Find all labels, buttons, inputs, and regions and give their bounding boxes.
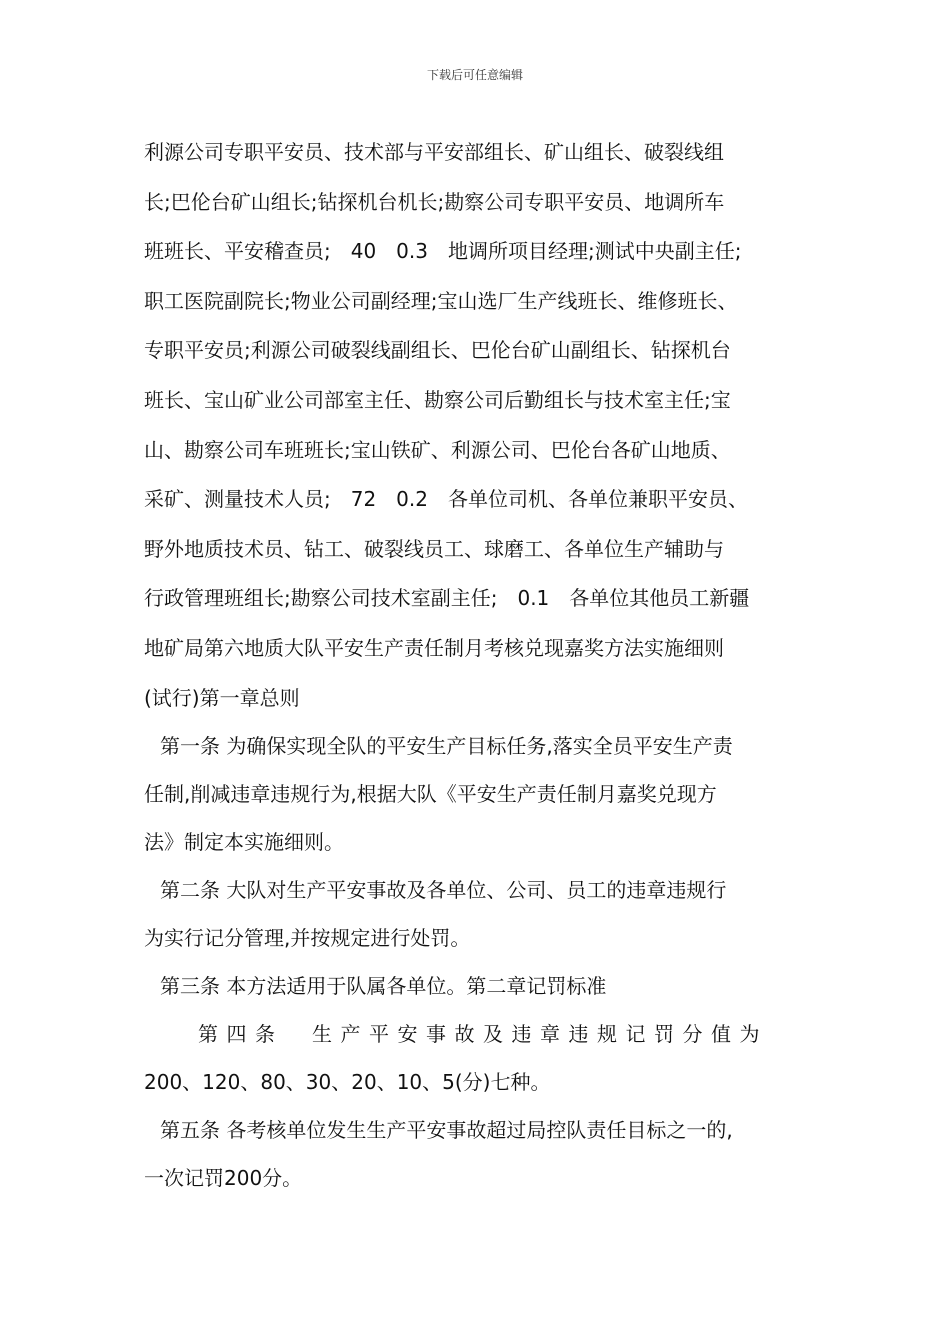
text-line: 地矿局第六地质大队平安生产责任制月考核兑现嘉奖方法实施细则 (144, 635, 724, 660)
text-line: 职工医院副院长;物业公司副经理;宝山选厂生产线班长、维修班长、 (144, 288, 738, 313)
text-line: (试行)第一章总则 (144, 685, 300, 710)
article-1-line: 第一条 为确保实现全队的平安生产目标任务,落实全员平安生产责 (160, 734, 733, 758)
article-4-line: 第四条 生产平安事故及违章违规记罚分值为 (198, 1022, 768, 1046)
article-3-line: 第三条 本方法适用于队属各单位。第二章记罚标准 (160, 974, 607, 998)
text-line: 专职平安员;利源公司破裂线副组长、巴伦台矿山副组长、钻探机台 (144, 338, 731, 363)
text-line: 行政管理班组长;勘察公司技术室副主任; 0.1 各单位其他员工新疆 (144, 586, 750, 611)
text-line: 长;巴伦台矿山组长;钻探机台机长;勘察公司专职平安员、地调所车 (144, 189, 725, 214)
article-1-line: 任制,削减违章违规行为,根据大队《平安生产责任制月嘉奖兑现方 (144, 782, 717, 806)
continued-table-text (144, 128, 808, 723)
text-line: 野外地质技术员、钻工、破裂线员工、球磨工、各单位生产辅助与 (144, 536, 724, 561)
text-line: 班班长、平安稽查员; 40 0.3 地调所项目经理;测试中央副主任; (144, 239, 742, 264)
text-line: 采矿、测量技术人员; 72 0.2 各单位司机、各单位兼职平安员、 (144, 487, 748, 512)
article-1-line: 法》制定本实施细则。 (144, 830, 344, 854)
article-4-line: 200、120、80、30、20、10、5(分)七种。 (144, 1070, 551, 1094)
text-line: 山、勘察公司车班班长;宝山铁矿、利源公司、巴伦台各矿山地质、 (144, 437, 731, 462)
articles-section (144, 722, 808, 1202)
text-line: 班长、宝山矿业公司部室主任、勘察公司后勤组长与技术室主任;宝 (144, 387, 731, 412)
header-note: 下载后可任意编辑 (426, 68, 523, 82)
text-line: 利源公司专职平安员、技术部与平安部组长、矿山组长、破裂线组 (144, 140, 724, 164)
article-2-line: 第二条 大队对生产平安事故及各单位、公司、员工的违章违规行 (160, 878, 727, 902)
article-5-line: 一次记罚200分。 (144, 1166, 303, 1190)
article-2-line: 为实行记分管理,并按规定进行处罚。 (144, 926, 471, 950)
article-5-line: 第五条 各考核单位发生生产平安事故超过局控队责任目标之一的, (160, 1118, 733, 1142)
